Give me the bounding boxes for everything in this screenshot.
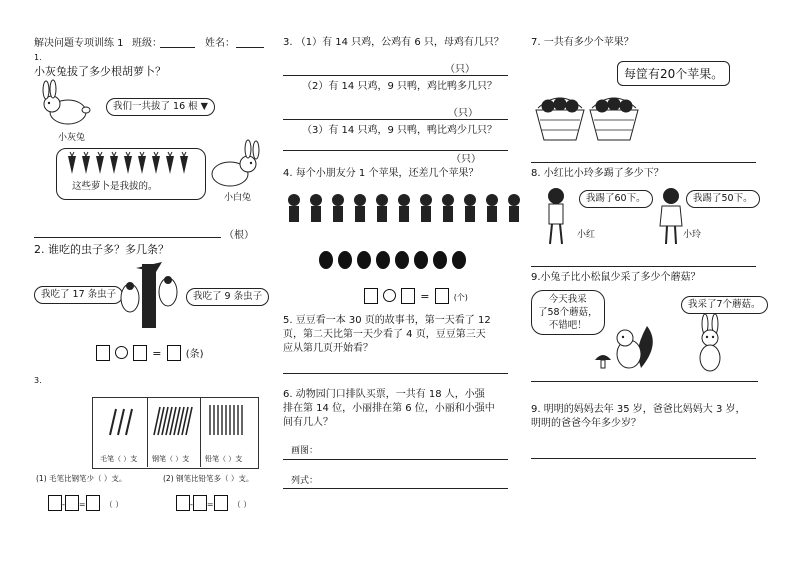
carrots-row [64,152,204,178]
q3-right-q3: （3）有 14 只鸡，9 只鸭，鸭比鸡少几只？ [302,125,497,136]
answer-box[interactable] [176,495,190,511]
answer-box[interactable] [96,345,110,361]
q3-left-unit2: （ ） [232,500,252,509]
q3-left-sub1: (1) 毛笔比钢笔少（ ）支。 [36,474,127,483]
q5-line3: 应从第几页开始看？ [283,343,373,354]
answer-box[interactable] [86,495,100,511]
q8-question: 8. 小红比小玲多踢了多少下？ [531,168,664,179]
name-xiaohong: 小红 [577,230,596,240]
q9-answer-line[interactable] [531,381,758,382]
operator-circle[interactable] [115,346,128,359]
pen-icon [152,405,196,437]
q1-answer-line[interactable] [34,237,221,238]
pencil-icon [206,403,250,437]
answer-box[interactable] [167,345,181,361]
class-blank[interactable] [160,47,195,48]
q6-line1: 6. 动物园门口排队买票，一共有 18 人，小强 [283,389,485,400]
answer-box[interactable] [401,288,415,304]
q3-left-sub2: (2) 钢笔比铅笔多（ ）支。 [163,474,254,483]
q3-left-formula2: - = （ ） [176,492,251,511]
children-row [284,192,524,232]
q2-formula [96,342,204,361]
q2-unit: (条) [185,349,204,360]
q6-formula-label: 列式： [291,476,319,486]
q5-line1: 5. 豆豆看一本 30 页的故事书，第一天看了 12 [283,315,491,326]
q6-formula-line[interactable] [283,488,508,489]
class-label: 班级： [132,38,162,49]
apples-row [318,248,478,270]
equals-sign: = [152,347,162,360]
rabbit-icon [691,316,731,376]
q3-left-unit1: （ ） [104,500,124,509]
q3-right-answer-line[interactable] [283,150,508,151]
q9-question: 9.小兔子比小松鼠少采了多少个蘑菇？ [531,272,701,283]
q6-line3: 间有几人？ [283,417,333,428]
q6-draw-label: 画图： [291,446,319,456]
q9-illustration [531,286,761,378]
squirrel-icon [611,324,661,374]
q7-question: 7. 一共有多少个苹果？ [531,37,634,48]
q2-illustration [34,258,267,360]
q2-question: 2. 谁吃的虫子多？多几条？ [34,243,169,256]
q3-right-answer-line[interactable] [283,75,508,76]
bird-right-bubble: 我吃了 9 条虫子 [186,288,269,306]
q5-answer-line[interactable] [283,373,508,374]
answer-box[interactable] [133,345,147,361]
q3-right-unit3: （只） [451,154,481,165]
squirrel-bubble: 今天我采 了58个蘑菇， 不错吧！ [531,290,605,335]
q6-draw-line[interactable] [283,459,508,460]
answer-box[interactable] [48,495,62,511]
q3-left-formula1: - = （ ） [48,492,123,511]
q7-sign: 每筐有20个苹果。 [617,61,730,86]
table-divider [200,397,201,467]
q3-right-unit2: （只） [448,108,478,119]
col3-label: 铅笔（ ）支 [205,455,243,463]
carrot-bubble-text: 这些萝卜是我拔的。 [72,181,158,192]
q4-formula: = (个) [364,285,468,304]
q1-question: 小灰兔拔了多少根胡萝卜？ [34,65,166,78]
q7-answer-line[interactable] [531,162,756,163]
col1-label: 毛笔（ ）支 [100,455,138,463]
table-divider [147,397,148,467]
q1-illustration [34,80,267,205]
answer-box[interactable] [193,495,207,511]
worksheet-title: 解决问题专项训练 1 [34,38,124,49]
q5-line2: 页，第二天比第一天少看了 4 页，豆豆第三天 [283,329,486,340]
name-label: 姓名： [205,38,235,49]
basket-icons [534,88,644,143]
q10-line2: 明明的爸爸今年多少岁？ [531,418,641,429]
q3-right-q2: （2）有 14 只鸡，9 只鸭，鸡比鸭多几只？ [302,81,497,92]
q8-answer-line[interactable] [531,266,756,267]
name-xiaoling: 小玲 [683,230,702,240]
girl-right-bubble: 我踢了50下。 [686,190,760,208]
gray-rabbit-label: 小灰兔 [58,133,86,143]
brush-icon [104,407,144,437]
answer-box[interactable] [65,495,79,511]
answer-box[interactable] [364,288,378,304]
girl-xiaohong-icon [541,186,571,246]
answer-box[interactable] [214,495,228,511]
q4-question: 4. 每个小朋友分 1 个苹果，还差几个苹果？ [283,168,479,179]
q6-line2: 排在第 14 位，小丽排在第 6 位，小丽和小强中 [283,403,495,414]
answer-box[interactable] [435,288,449,304]
q10-answer-line[interactable] [531,458,756,459]
white-rabbit-label: 小白兔 [224,193,252,203]
q3-right-answer-line[interactable] [283,119,508,120]
rabbit-bubble: 我采了7个蘑菇。 [681,296,768,314]
tree-birds-icon [114,258,184,328]
gray-rabbit-icon [36,82,96,132]
girl-xiaoling-icon [656,186,686,246]
q10-line1: 9. 明明的妈妈去年 35 岁，爸爸比妈妈大 3 岁， [531,404,746,415]
q3-right-unit1: （只） [445,64,475,75]
q3-left-number: 3. [34,376,42,385]
col2-label: 钢笔（ ）支 [152,455,190,463]
q3-right-q1: 3. （1）有 14 只鸡，公鸡有 6 只，母鸡有几只？ [283,37,504,48]
q1-number: 1. [34,53,42,62]
name-blank[interactable] [236,47,264,48]
gray-rabbit-bubble: 我们一共拔了 16 根 ▼ [106,98,215,116]
girl-left-bubble: 我踢了60下。 [579,190,653,208]
operator-circle[interactable] [383,289,396,302]
q4-unit: (个) [453,293,468,302]
bird-left-bubble: 我吃了 17 条虫子 [34,286,123,304]
carrot-icon: ▼ [200,101,208,112]
white-rabbit-icon [206,142,266,192]
q1-unit: （根） [224,230,254,241]
